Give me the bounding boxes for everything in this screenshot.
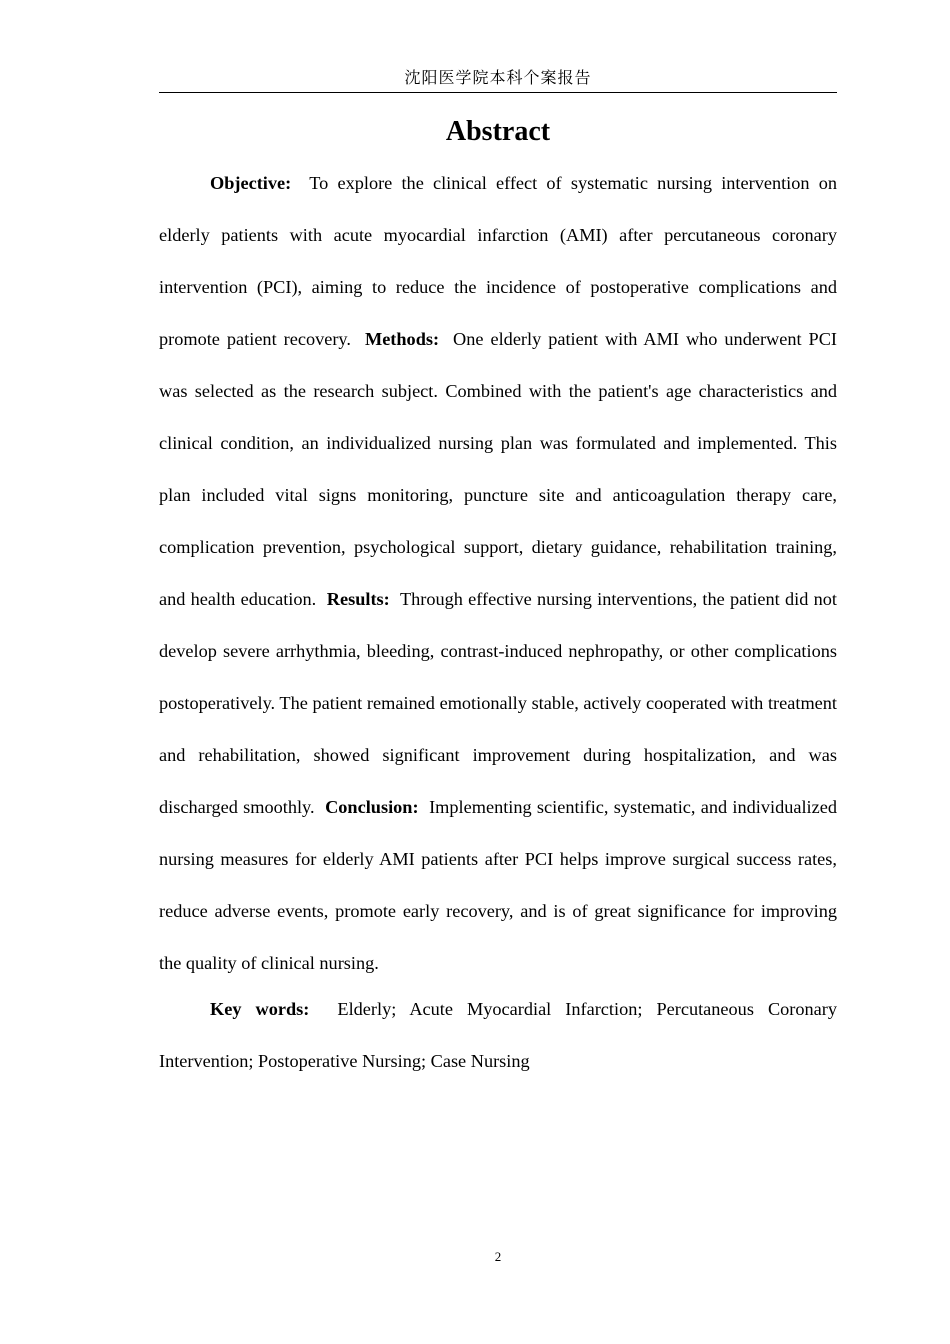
abstract-title: Abstract [445, 116, 551, 147]
results-label: Results: [326, 589, 390, 609]
header-rule [159, 92, 837, 93]
objective-label: Objective: [210, 173, 292, 193]
page-number: 2 [494, 1249, 502, 1264]
results-text: Through effective nursing interventions, the patient did not develop severe arrhythmia, bleeding, contrast-induced nephropathy, or other complications postoperatively. The patient remained emotionally stable, actively cooperated with treatment and rehabilitation, showed significant improvement during hospitalization, and was discharged smoothly. [159, 589, 838, 817]
keywords-label: Key words: [210, 999, 310, 1019]
running-header: 沈阳医学院本科个案报告 [404, 68, 592, 87]
methods-label: Methods: [364, 329, 440, 349]
conclusion-text: Implementing scientific, systematic, and individualized nursing measures for elderly AMI patients after PCI helps improve surgical success rates, reduce adverse events, promote early recovery, and is of great significance for improving the quality of clinical nursing. [159, 797, 837, 973]
keywords-text: Elderly; Acute Myocardial Infarction; Percutaneous Coronary Intervention; Postoperative Nursing; Case Nursing [159, 999, 838, 1071]
keywords-paragraph [159, 983, 837, 1087]
methods-text: One elderly patient with AMI who underwent PCI was selected as the research subject. Combined with the patient's age characteristics and clinical condition, an individualized nursing plan was formulated and implemented. This plan included vital signs monitoring, puncture site and anticoagulation therapy care, complication prevention, psychological support, dietary guidance, rehabilitation training, and health education. [159, 329, 838, 609]
abstract-paragraph [159, 157, 837, 989]
conclusion-label: Conclusion: [325, 797, 419, 817]
objective-text: To explore the clinical effect of systematic nursing intervention on elderly patients with acute myocardial infarction (AMI) after percutaneous coronary intervention (PCI), aiming to reduce the incidence of postoperative complications and promote patient recovery. [159, 173, 838, 349]
